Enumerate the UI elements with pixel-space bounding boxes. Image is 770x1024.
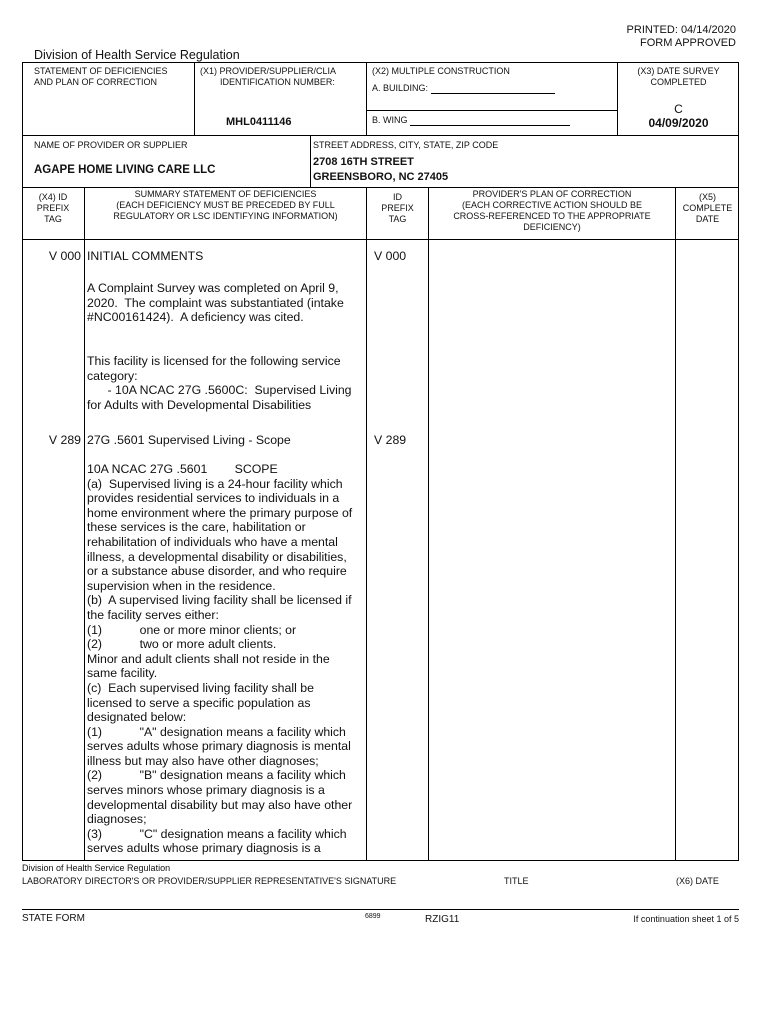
divider-provider [22,135,739,136]
event-id: RZIG11 [425,914,460,925]
date-label: (X6) DATE [676,876,719,886]
address: 2708 16TH STREET GREENSBORO, NC 27405 [313,156,449,183]
divider-x2 [366,62,367,135]
title-label: TITLE [504,876,529,886]
state-form: STATE FORM [22,913,85,924]
tag1-para1: A Complaint Survey was completed on April 9, 2020. The complaint was substantiated (intake #NC00161424). A deficiency was cited. [87,281,344,325]
continuation-sheet: If continuation sheet 1 of 5 [633,914,739,924]
provider-name-label: NAME OF PROVIDER OR SUPPLIER [34,140,188,150]
id-header: ID PREFIX TAG [381,192,414,224]
building-blank [431,84,555,94]
form-approved: FORM APPROVED [640,37,736,49]
col-line-1 [84,187,85,861]
tag2-left: V 289 [48,433,81,447]
signature-label: LABORATORY DIRECTOR'S OR PROVIDER/SUPPLIER REPRESENTATIVE'S SIGNATURE [22,876,397,886]
divider-address [310,135,311,187]
signature-line [22,909,739,910]
divider-columns [22,187,739,188]
form-number: 6899 [365,913,381,920]
x3-code: C [674,102,683,116]
summary-header: SUMMARY STATEMENT OF DEFICIENCIES (EACH DEFICIENCY MUST BE PRECEDED BY FULL REGULATORY OR LSC IDENTIFYING INFORMATION) [113,189,338,221]
col-line-4 [675,187,676,861]
col-line-2 [366,187,367,861]
printed-date: PRINTED: 04/14/2020 [626,24,736,36]
tag1-left: V 000 [48,249,81,263]
plan-header: PROVIDER'S PLAN OF CORRECTION (EACH CORRECTIVE ACTION SHOULD BE CROSS-REFERENCED TO THE APPROPRIATE DEFICIENCY) [453,189,651,232]
divider-x1 [194,62,195,135]
col-line-3 [428,187,429,861]
division-title: Division of Health Service Regulation [34,48,240,62]
divider-wing [366,110,617,111]
address-label: STREET ADDRESS, CITY, STATE, ZIP CODE [313,140,499,150]
building-field: A. BUILDING: [372,83,555,94]
provider-name: AGAPE HOME LIVING CARE LLC [34,164,216,176]
x3-date: 04/09/2020 [648,116,709,130]
x1-value: MHL0411146 [226,116,292,128]
wing-field: B. WING [372,115,570,126]
wing-blank [410,116,570,126]
tag2-right: V 289 [374,433,407,447]
statement-label: STATEMENT OF DEFICIENCIES AND PLAN OF CORRECTION [34,66,168,87]
tag1-para2: This facility is licensed for the following service category: - 10A NCAC 27G .5600C: Supervised Living for Adults with Developmental Disabilities [87,354,352,412]
tag1-title: INITIAL COMMENTS [87,249,204,263]
x4-header: (X4) ID PREFIX TAG [36,192,70,224]
tag2-body: 10A NCAC 27G .5601 SCOPE (a) Supervised living is a 24-hour facility which provides residential services to individuals in a home environment where the primary purpose of these services is the care, habilitation or rehabilitation of individuals who have a mental illness, a developmental disability or disabilities, or a substance abuse disorder, and who require supervision when in the residence. (b) A supervised living facility shall be licensed if the facility serves either: (1) one or more minor clients; or (2) two or more adult clients. Minor and adult clients shall not reside in the same facility. (c) Each supervised living facility shall be licensed to serve a specific population as designated below: (1) "A" designation means a facility which serves adults whose primary diagnosis is mental illness but may also have other diagnoses; (2) "B" designation means a facility which serves minors whose primary diagnosis is a developmental disability but may also have other diagnoses; (3) "C" designation means a facility which serves adults whose primary diagnosis is a [87,462,353,856]
x5-header: (X5) COMPLETE DATE [682,192,733,224]
x2-label: (X2) MULTIPLE CONSTRUCTION [372,66,510,76]
divider-body [22,239,739,240]
footer-division: Division of Health Service Regulation [22,863,171,873]
tag2-title: 27G .5601 Supervised Living - Scope [87,433,291,447]
x1-label: (X1) PROVIDER/SUPPLIER/CLIA IDENTIFICATION NUMBER: [200,66,337,87]
tag1-right: V 000 [374,249,407,263]
x3-label: (X3) DATE SURVEY COMPLETED [637,66,720,87]
